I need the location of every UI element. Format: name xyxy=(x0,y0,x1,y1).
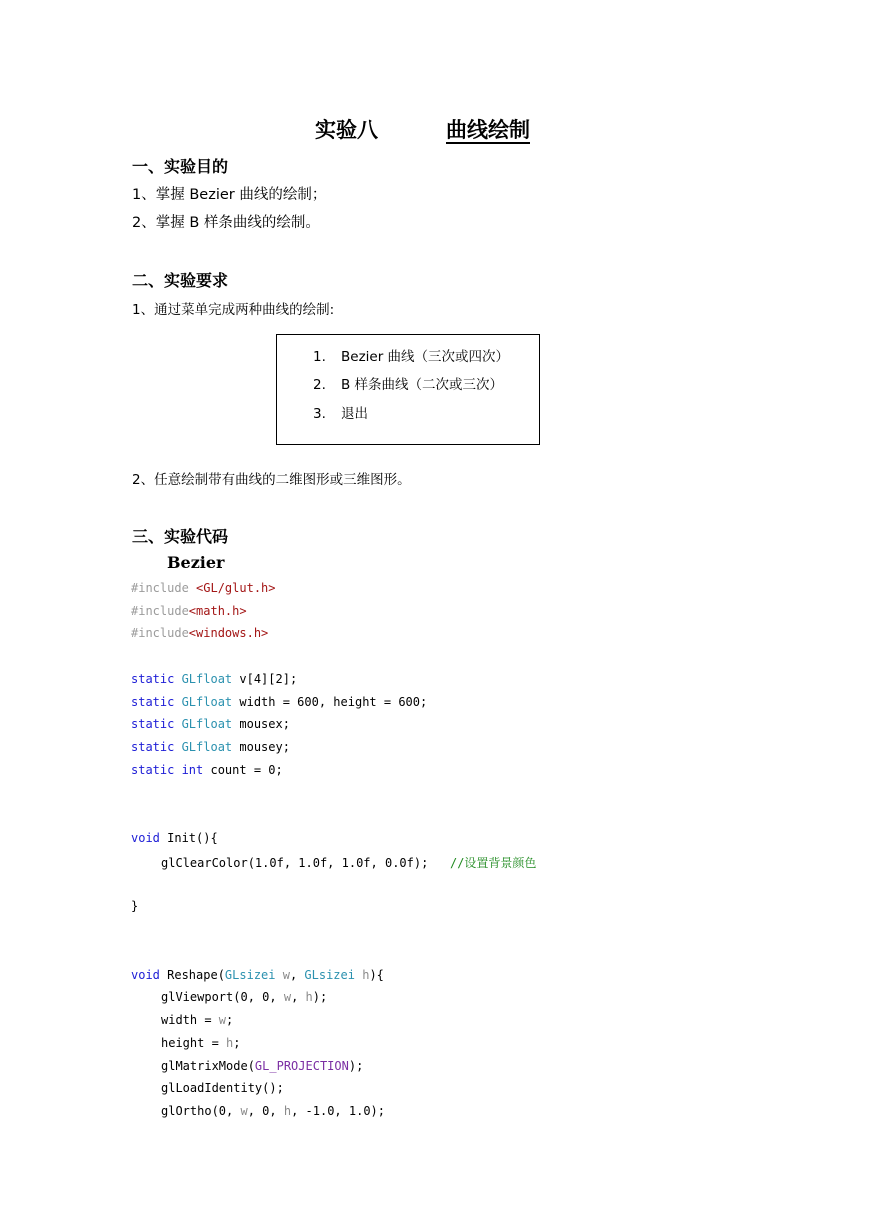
menu-item-label: 退出 xyxy=(341,406,368,422)
type: GLsizei xyxy=(224,968,276,982)
code-text: } xyxy=(131,899,139,913)
param: h xyxy=(226,1036,234,1050)
code-subheading: Bezier xyxy=(167,553,225,572)
code-text: ); xyxy=(348,1059,364,1073)
code-line-decl-size xyxy=(131,695,427,709)
menu-item-label: Bezier 曲线（三次或四次） xyxy=(341,349,510,365)
code-text: , 0, xyxy=(247,1104,284,1118)
keyword: int xyxy=(181,763,211,777)
code-line-decl-mousey xyxy=(131,740,290,754)
code-text: width = xyxy=(161,1013,219,1027)
code-text: v[4][2]; xyxy=(239,672,298,686)
code-line-clear-color xyxy=(161,854,536,871)
macro: GL_PROJECTION xyxy=(254,1059,349,1073)
code-line-include-glut xyxy=(131,581,276,595)
keyword: static xyxy=(131,763,182,777)
code-text: ; xyxy=(226,1013,234,1027)
code-line-decl-v xyxy=(131,672,297,686)
code-line-close-brace xyxy=(131,899,138,913)
code-line-decl-count xyxy=(131,763,283,777)
param: w xyxy=(218,1013,227,1027)
purpose-item-1: 1、掌握 Bezier 曲线的绘制； xyxy=(132,187,327,203)
preprocessor: #include xyxy=(131,604,189,618)
keyword: static xyxy=(131,740,182,754)
code-line-reshape-signature xyxy=(131,968,384,982)
type: GLfloat xyxy=(181,695,240,709)
menu-item-number: 2. xyxy=(313,377,326,393)
requirement-item-1: 1、通过菜单完成两种曲线的绘制: xyxy=(132,302,335,318)
param: w xyxy=(275,968,290,982)
menu-item-bezier xyxy=(313,345,509,365)
code-text: ; xyxy=(233,1036,241,1050)
code-text: mousey; xyxy=(239,740,290,754)
code-text: , -1.0, 1.0); xyxy=(291,1104,385,1118)
keyword: static xyxy=(131,672,182,686)
menu-item-bspline xyxy=(313,373,503,393)
keyword: void xyxy=(131,831,168,845)
header-name: <windows.h> xyxy=(188,626,269,640)
code-line-include-windows xyxy=(131,626,268,640)
param: h xyxy=(305,990,313,1004)
code-text: glClearColor(1.0f, 1.0f, 1.0f, 0.0f); xyxy=(161,856,450,870)
menu-item-number: 3. xyxy=(313,406,326,422)
code-text: glLoadIdentity(); xyxy=(161,1081,284,1095)
code-line-ortho xyxy=(161,1104,385,1118)
menu-list xyxy=(277,349,539,468)
code-text: , xyxy=(291,990,306,1004)
code-text: glOrtho(0, xyxy=(161,1104,241,1118)
code-text: Init(){ xyxy=(167,831,218,845)
keyword: static xyxy=(131,717,182,731)
code-comment: //设置背景颜色 xyxy=(449,856,537,870)
preprocessor: #include xyxy=(131,581,197,595)
menu-options-box xyxy=(276,334,540,445)
header-name: <GL/glut.h> xyxy=(196,581,276,595)
menu-item-exit xyxy=(313,402,368,422)
code-text: , xyxy=(289,968,305,982)
code-text: Reshape( xyxy=(167,968,225,982)
type: GLfloat xyxy=(181,717,240,731)
menu-item-number: 1. xyxy=(313,349,326,365)
param: w xyxy=(240,1104,248,1118)
title-experiment-number: 实验八 xyxy=(315,118,378,142)
type: GLsizei xyxy=(304,968,355,982)
code-text: glMatrixMode( xyxy=(161,1059,255,1073)
code-text: count = 0; xyxy=(210,763,283,777)
code-text: ); xyxy=(312,990,328,1004)
code-text: glViewport(0, 0, xyxy=(161,990,284,1004)
section-heading-requirements: 二、实验要求 xyxy=(132,271,229,290)
code-text: height = xyxy=(161,1036,227,1050)
section-heading-purpose: 一、实验目的 xyxy=(132,157,229,176)
code-line-matrix-mode xyxy=(161,1059,363,1073)
code-text: mousex; xyxy=(239,717,290,731)
requirement-item-2: 2、任意绘制带有曲线的二维图形或三维图形。 xyxy=(132,472,411,488)
purpose-item-2: 2、掌握 B 样条曲线的绘制。 xyxy=(132,215,320,231)
param: h xyxy=(354,968,370,982)
code-text: width = 600, height = 600; xyxy=(239,695,428,709)
param: w xyxy=(283,990,292,1004)
code-line-height-assign xyxy=(161,1036,241,1050)
code-line-viewport xyxy=(161,990,327,1004)
code-line-decl-mousex xyxy=(131,717,290,731)
page-title xyxy=(0,114,869,144)
preprocessor: #include xyxy=(131,626,189,640)
type: GLfloat xyxy=(181,672,240,686)
code-text: ){ xyxy=(369,968,384,982)
title-topic: 曲线绘制 xyxy=(446,118,530,142)
header-name: <math.h> xyxy=(188,604,247,618)
param: h xyxy=(283,1104,292,1118)
code-line-width-assign xyxy=(161,1013,233,1027)
keyword: static xyxy=(131,695,182,709)
keyword: void xyxy=(131,968,168,982)
section-heading-code: 三、实验代码 xyxy=(132,527,229,546)
code-line-load-identity xyxy=(161,1081,284,1095)
type: GLfloat xyxy=(181,740,240,754)
menu-item-label: B 样条曲线（二次或三次） xyxy=(341,377,504,393)
code-line-include-math xyxy=(131,604,247,618)
code-line-init-signature xyxy=(131,831,218,845)
